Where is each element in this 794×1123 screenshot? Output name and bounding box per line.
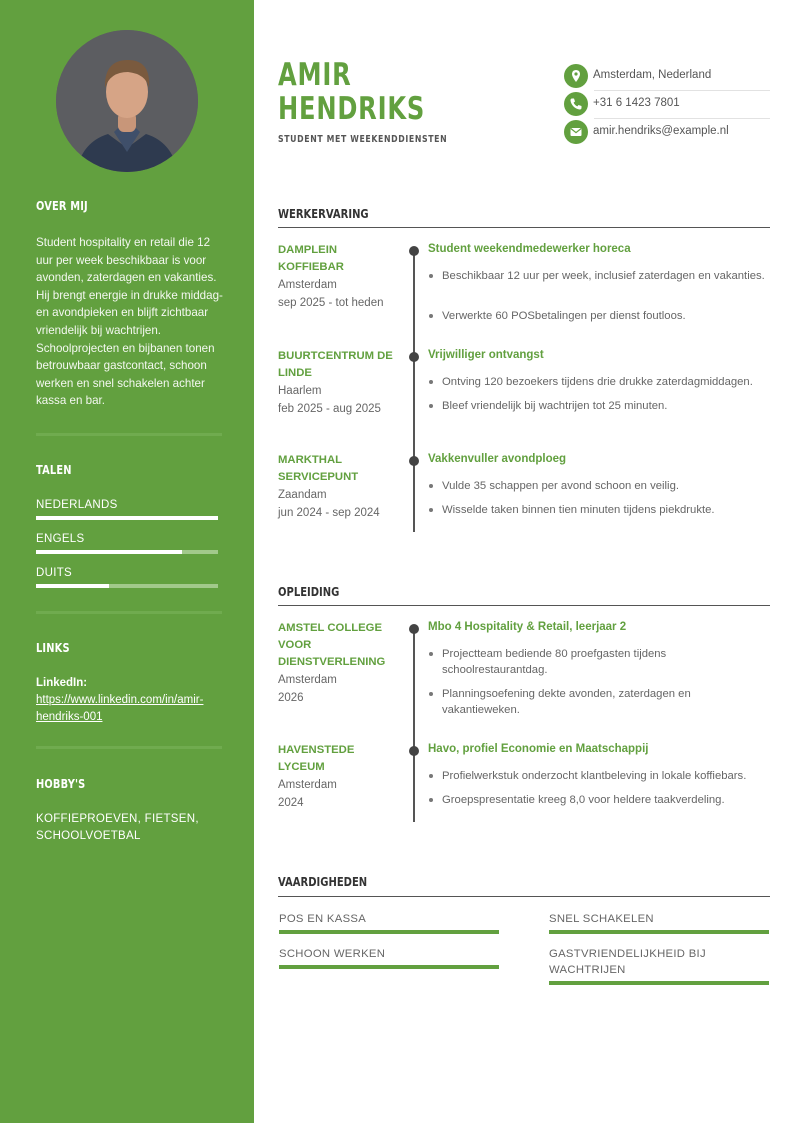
linkedin-label: LinkedIn: (36, 677, 88, 689)
email-text[interactable]: amir.hendriks@example.nl (593, 125, 729, 137)
timeline-line (413, 250, 415, 532)
role-title: Student weekendmedewerker horeca (428, 243, 631, 255)
skill-label: SCHOON WERKEN (279, 948, 386, 960)
bullet-item: Groepspresentatie kreeg 8,0 voor heldere taakverdeling. (428, 792, 768, 808)
org-period: sep 2025 - tot heden (278, 297, 384, 309)
divider (594, 90, 770, 91)
portrait-photo (56, 30, 198, 172)
first-name: AMIR (278, 57, 352, 93)
language-level-bar (36, 584, 218, 588)
about-text: Student hospitality en retail die 12 uur per week beschikbaar is voor avonden, zaterdagen en vakanties. Hij brengt energie in drukke middag- en avondpieken en blijft zichtbaar vriendelijk bij wachtrijen. Schoolprojecten en bijbanen tonen betrouwbaar gastcontact, schoon werken en snel schakelen achter kassa en bar. (36, 236, 223, 408)
section-heading-experience: WERKERVARING (278, 206, 369, 221)
subtitle: STUDENT MET WEEKENDDIENSTEN (278, 134, 448, 145)
org-name: BUURTCENTRUM DE LINDE (278, 350, 393, 379)
skill-bar (279, 930, 499, 934)
about-heading: OVER MIJ (36, 199, 88, 213)
timeline-dot (409, 352, 419, 362)
language-name: DUITS (36, 567, 72, 579)
timeline-line (413, 628, 415, 822)
school-period: 2026 (278, 692, 304, 704)
contact-phone (564, 92, 770, 116)
hobbies-heading: HOBBY'S (36, 777, 86, 791)
school-name: AMSTEL COLLEGE VOOR DIENSTVERLENING (278, 622, 386, 668)
language-name: NEDERLANDS (36, 499, 118, 511)
sidebar (0, 0, 254, 1123)
bullet-item: Profielwerkstuk onderzocht klantbeleving in lokale koffiebars. (428, 768, 768, 784)
phone-icon (564, 92, 588, 116)
bullet-item: Vulde 35 schappen per avond schoon en veilig. (428, 478, 768, 494)
languages-heading: TALEN (36, 463, 72, 477)
hobbies-text: KOFFIEPROEVEN, FIETSEN, SCHOOLVOETBAL (36, 813, 199, 842)
bullet-item: Bleef vriendelijk bij wachtrijen tot 25 minuten. (428, 398, 768, 414)
phone-text[interactable]: +31 6 1423 7801 (593, 97, 680, 109)
full-name (278, 58, 425, 126)
bullet-item: Ontving 120 bezoekers tijdens drie drukke zaterdagmiddagen. (428, 374, 768, 390)
section-rule (278, 227, 770, 228)
org-period: feb 2025 - aug 2025 (278, 403, 381, 415)
skill-label: GASTVRIENDELIJKHEID BIJ WACHTRIJEN (549, 948, 706, 976)
skill-label: SNEL SCHAKELEN (549, 913, 654, 925)
section-heading-education: OPLEIDING (278, 584, 340, 599)
role-title: Vrijwilliger ontvangst (428, 349, 544, 361)
location-text: Amsterdam, Nederland (593, 69, 712, 81)
school-city: Amsterdam (278, 779, 337, 791)
bullet-item: Verwerkte 60 POSbetalingen per dienst foutloos. (428, 308, 768, 324)
divider (36, 611, 222, 614)
degree-title: Havo, profiel Economie en Maatschappij (428, 743, 649, 755)
org-city: Zaandam (278, 489, 327, 501)
timeline-dot (409, 624, 419, 634)
language-level-bar (36, 516, 218, 520)
contact-location (564, 64, 770, 88)
timeline-dot (409, 746, 419, 756)
bullet-item: Beschikbaar 12 uur per week, inclusief zaterdagen en vakanties. (428, 268, 768, 284)
section-rule (278, 896, 770, 897)
degree-title: Mbo 4 Hospitality & Retail, leerjaar 2 (428, 621, 627, 633)
school-period: 2024 (278, 797, 304, 809)
divider (36, 433, 222, 436)
timeline-dot (409, 456, 419, 466)
skill-bar (549, 981, 769, 985)
last-name: HENDRIKS (278, 91, 426, 127)
timeline-dot (409, 246, 419, 256)
org-period: jun 2024 - sep 2024 (278, 507, 380, 519)
language-name: ENGELS (36, 533, 85, 545)
language-level-bar (36, 550, 218, 554)
links-heading: LINKS (36, 641, 70, 655)
school-city: Amsterdam (278, 674, 337, 686)
skill-label: POS EN KASSA (279, 913, 367, 925)
school-name: HAVENSTEDE LYCEUM (278, 744, 355, 773)
section-rule (278, 605, 770, 606)
role-title: Vakkenvuller avondploeg (428, 453, 567, 465)
envelope-icon (564, 120, 588, 144)
divider (594, 118, 770, 119)
linkedin-link[interactable]: https://www.linkedin.com/in/amir-hendriks-001 (36, 694, 204, 723)
bullet-item: Wisselde taken binnen tien minuten tijdens piekdrukte. (428, 502, 768, 518)
divider (36, 746, 222, 749)
org-name: MARKTHAL SERVICEPUNT (278, 454, 359, 483)
skill-bar (549, 930, 769, 934)
avatar (56, 30, 198, 172)
contact-email (564, 120, 770, 144)
org-city: Haarlem (278, 385, 322, 397)
bullet-item: Projectteam bediende 80 proefgasten tijdens schoolrestaurantdag. (428, 646, 768, 678)
skill-bar (279, 965, 499, 969)
map-pin-icon (564, 64, 588, 88)
section-heading-skills: VAARDIGHEDEN (278, 874, 368, 889)
bullet-item: Planningsoefening dekte avonden, zaterdagen en vakantieweken. (428, 686, 768, 718)
org-city: Amsterdam (278, 279, 337, 291)
org-name: DAMPLEIN KOFFIEBAR (278, 244, 344, 273)
